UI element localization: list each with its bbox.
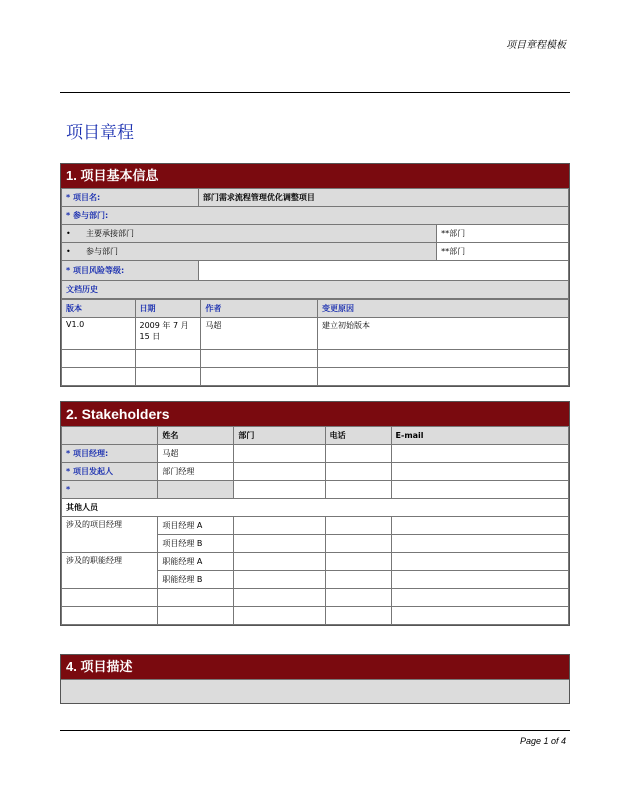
section-basic-info xyxy=(60,163,570,387)
section-project-description-heading: 4. 项目描述 xyxy=(61,655,569,679)
stakeholder-header-phone: 电话 xyxy=(325,427,391,445)
history-reason[interactable]: 建立初始版本 xyxy=(318,318,569,350)
cell[interactable] xyxy=(391,553,568,571)
history-author[interactable] xyxy=(201,368,318,386)
blank-phone[interactable] xyxy=(325,481,391,499)
history-version[interactable] xyxy=(62,350,136,368)
history-date[interactable] xyxy=(135,350,201,368)
cell[interactable] xyxy=(234,571,325,589)
history-version[interactable] xyxy=(62,368,136,386)
cell[interactable] xyxy=(234,589,325,607)
project-manager-name[interactable]: 项目经理 B xyxy=(158,535,234,553)
sponsor-email[interactable] xyxy=(391,463,568,481)
history-date[interactable] xyxy=(135,368,201,386)
cell[interactable] xyxy=(234,607,325,625)
pm-label: * 项目经理: xyxy=(62,445,158,463)
dept-row-participant xyxy=(62,243,437,261)
section-basic-info-heading: 1. 项目基本信息 xyxy=(61,164,569,188)
cell[interactable] xyxy=(62,607,158,625)
blank-role-label: * xyxy=(62,481,158,499)
section-stakeholders xyxy=(60,401,570,626)
cell[interactable] xyxy=(391,535,568,553)
history-header-date: 日期 xyxy=(135,300,201,318)
header-divider xyxy=(60,92,570,93)
functional-manager-name[interactable]: 职能经理 A xyxy=(158,553,234,571)
history-header-author: 作者 xyxy=(201,300,318,318)
footer-divider xyxy=(60,730,570,731)
cell[interactable] xyxy=(158,607,234,625)
table-row xyxy=(62,553,569,571)
stakeholder-header-email: E-mail xyxy=(391,427,568,445)
basic-info-table xyxy=(61,188,569,299)
risk-level-value[interactable] xyxy=(198,261,568,281)
bullet-icon: • xyxy=(66,247,71,256)
cell[interactable] xyxy=(325,553,391,571)
history-date[interactable]: 2009 年 7 月 15 日 xyxy=(135,318,201,350)
stakeholders-table xyxy=(61,426,569,625)
pm-dept[interactable] xyxy=(234,445,325,463)
table-row xyxy=(62,589,569,607)
dept-label: * 参与部门: xyxy=(62,207,569,225)
table-row xyxy=(62,481,569,499)
doc-history-label: 文档历史 xyxy=(62,281,569,299)
functional-manager-name[interactable]: 职能经理 B xyxy=(158,571,234,589)
table-row xyxy=(62,318,569,350)
page-number: Page 1 of 4 xyxy=(519,736,566,746)
cell[interactable] xyxy=(62,589,158,607)
dept-row-label: 参与部门 xyxy=(86,247,118,256)
cell[interactable] xyxy=(391,589,568,607)
history-author[interactable] xyxy=(201,350,318,368)
blank-dept[interactable] xyxy=(234,481,325,499)
functional-managers-label: 涉及的职能经理 xyxy=(62,553,158,589)
blank-email[interactable] xyxy=(391,481,568,499)
stakeholder-header-role xyxy=(62,427,158,445)
project-manager-name[interactable]: 项目经理 A xyxy=(158,517,234,535)
stakeholder-header-name: 姓名 xyxy=(158,427,234,445)
cell[interactable] xyxy=(234,535,325,553)
sponsor-dept[interactable] xyxy=(234,463,325,481)
project-name-value[interactable]: 部门需求流程管理优化调整项目 xyxy=(198,189,568,207)
pm-name[interactable]: 马超 xyxy=(158,445,234,463)
history-reason[interactable] xyxy=(318,350,569,368)
others-label: 其他人员 xyxy=(62,499,569,517)
blank-name[interactable] xyxy=(158,481,234,499)
cell[interactable] xyxy=(391,517,568,535)
table-row xyxy=(62,517,569,535)
cell[interactable] xyxy=(234,517,325,535)
cell[interactable] xyxy=(325,535,391,553)
cell[interactable] xyxy=(234,553,325,571)
table-row xyxy=(62,463,569,481)
cell[interactable] xyxy=(325,517,391,535)
section-project-description xyxy=(60,654,570,704)
history-header-version: 版本 xyxy=(62,300,136,318)
history-version[interactable]: V1.0 xyxy=(62,318,136,350)
cell[interactable] xyxy=(158,589,234,607)
document-title: 项目章程 xyxy=(66,123,134,143)
cell[interactable] xyxy=(391,571,568,589)
dept-row-label: 主要承接部门 xyxy=(86,229,134,238)
cell[interactable] xyxy=(325,589,391,607)
project-name-label: * 项目名: xyxy=(62,189,199,207)
table-row xyxy=(62,607,569,625)
cell[interactable] xyxy=(325,571,391,589)
stakeholder-header-dept: 部门 xyxy=(234,427,325,445)
table-row xyxy=(62,368,569,386)
risk-level-label: * 项目风险等级: xyxy=(62,261,199,281)
history-reason[interactable] xyxy=(318,368,569,386)
bullet-icon: • xyxy=(66,229,71,238)
header-title: 项目章程模板 xyxy=(506,40,566,51)
project-managers-label: 涉及的项目经理 xyxy=(62,517,158,553)
sponsor-label: * 项目发起人 xyxy=(62,463,158,481)
sponsor-phone[interactable] xyxy=(325,463,391,481)
dept-row-value[interactable]: **部门 xyxy=(437,243,569,261)
cell[interactable] xyxy=(391,607,568,625)
dept-row-main xyxy=(62,225,437,243)
section-stakeholders-heading: 2. Stakeholders xyxy=(61,402,569,426)
sponsor-name[interactable]: 部门经理 xyxy=(158,463,234,481)
dept-row-value[interactable]: **部门 xyxy=(437,225,569,243)
table-row xyxy=(62,445,569,463)
pm-email[interactable] xyxy=(391,445,568,463)
cell[interactable] xyxy=(325,607,391,625)
history-header-reason: 变更原因 xyxy=(318,300,569,318)
project-description-field[interactable] xyxy=(61,679,569,703)
doc-history-table xyxy=(61,299,569,386)
table-row xyxy=(62,350,569,368)
pm-phone[interactable] xyxy=(325,445,391,463)
history-author[interactable]: 马超 xyxy=(201,318,318,350)
